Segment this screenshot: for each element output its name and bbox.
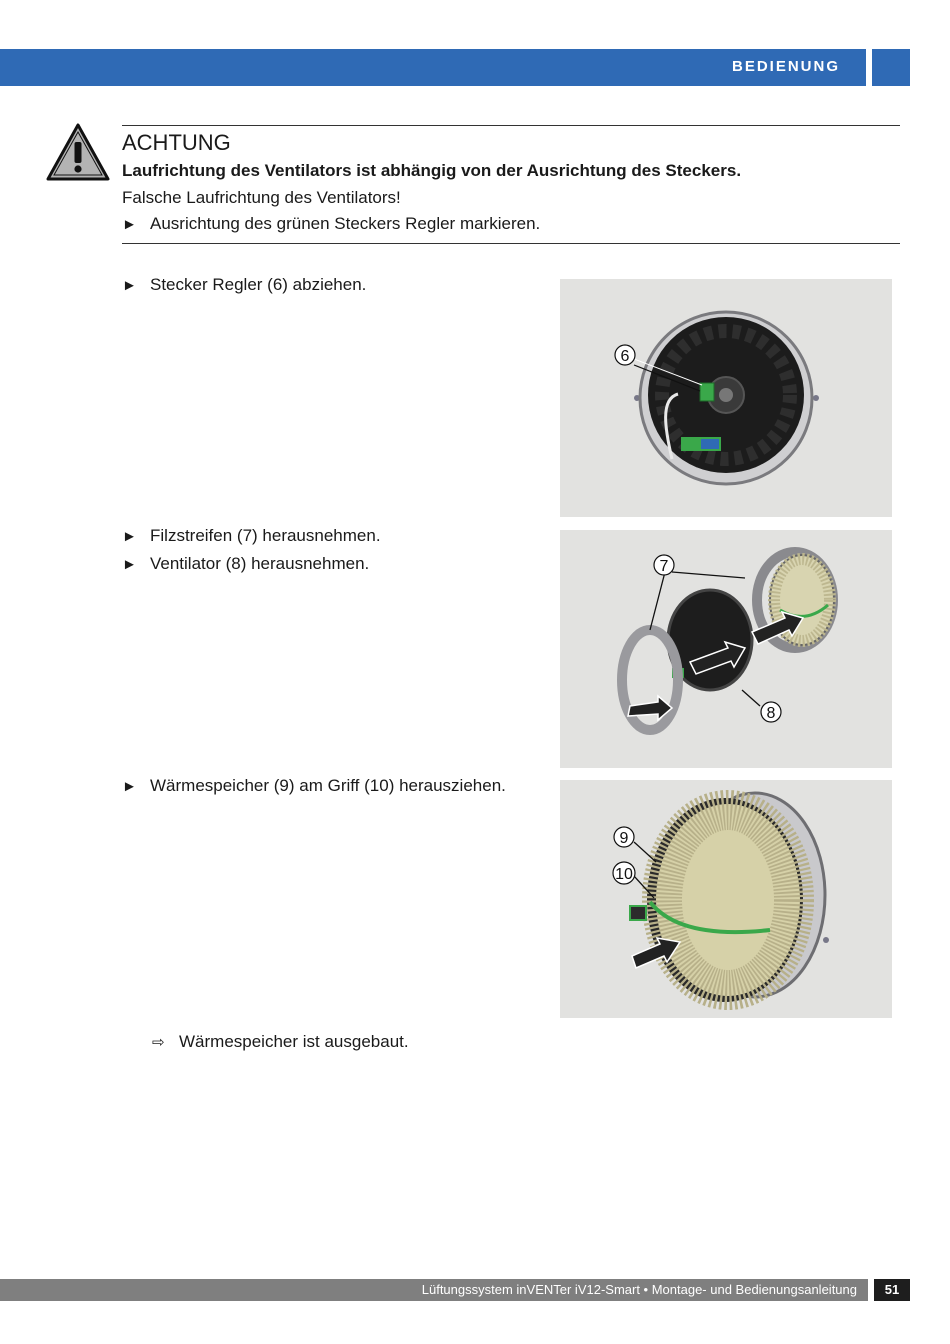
bullet-arrow-icon: ► [122,528,137,545]
result-arrow-icon: ⇨ [152,1034,165,1051]
header-accent-block [872,49,910,86]
result-line: ⇨ Wärmespeicher ist ausgebaut. [152,1032,409,1051]
svg-text:7: 7 [659,558,669,575]
step-item: ► Ventilator (8) herausnehmen. [122,554,370,573]
warning-top-rule [122,125,900,126]
section-header-bar [0,49,866,86]
section-title: BEDIENUNG [731,58,840,75]
callout-label [654,555,674,575]
callout-label [613,862,635,884]
step-item: ► Wärmespeicher (9) am Griff (10) herausziehen. [122,776,506,795]
warning-text-line: Falsche Laufrichtung des Ventilators! [122,188,401,207]
warning-bottom-rule [122,243,900,244]
page-number: 51 [874,1279,910,1301]
svg-text:9: 9 [619,830,629,847]
footer-text: Lüftungssystem inVENTer iV12-Smart • Montage- und Bedienungsanleitung [421,1282,857,1297]
callout-label [615,345,635,365]
bullet-arrow-icon: ► [122,778,137,795]
warning-action: ► Ausrichtung des grünen Steckers Regler markieren. [122,214,541,233]
svg-text:10: 10 [615,866,633,883]
bullet-arrow-icon: ► [122,556,137,573]
warning-triangle-icon [45,122,111,182]
footer-bar [0,1279,868,1301]
svg-text:8: 8 [766,705,776,722]
warning-bold-line: Laufrichtung des Ventilators ist abhängig von der Ausrichtung des Steckers. [122,161,742,180]
bullet-arrow-icon: ► [122,277,137,294]
callout-label [614,827,634,847]
figure-fan-connector [560,279,892,517]
svg-text:6: 6 [620,348,630,365]
figure-heat-storage [560,780,892,1018]
step-item: ► Filzstreifen (7) herausnehmen. [122,526,381,545]
warning-title: ACHTUNG [122,130,231,155]
step-item: ► Stecker Regler (6) abziehen. [122,275,367,294]
callout-label [761,702,781,722]
bullet-arrow-icon: ► [122,216,137,233]
figure-fan-exploded [560,530,892,768]
